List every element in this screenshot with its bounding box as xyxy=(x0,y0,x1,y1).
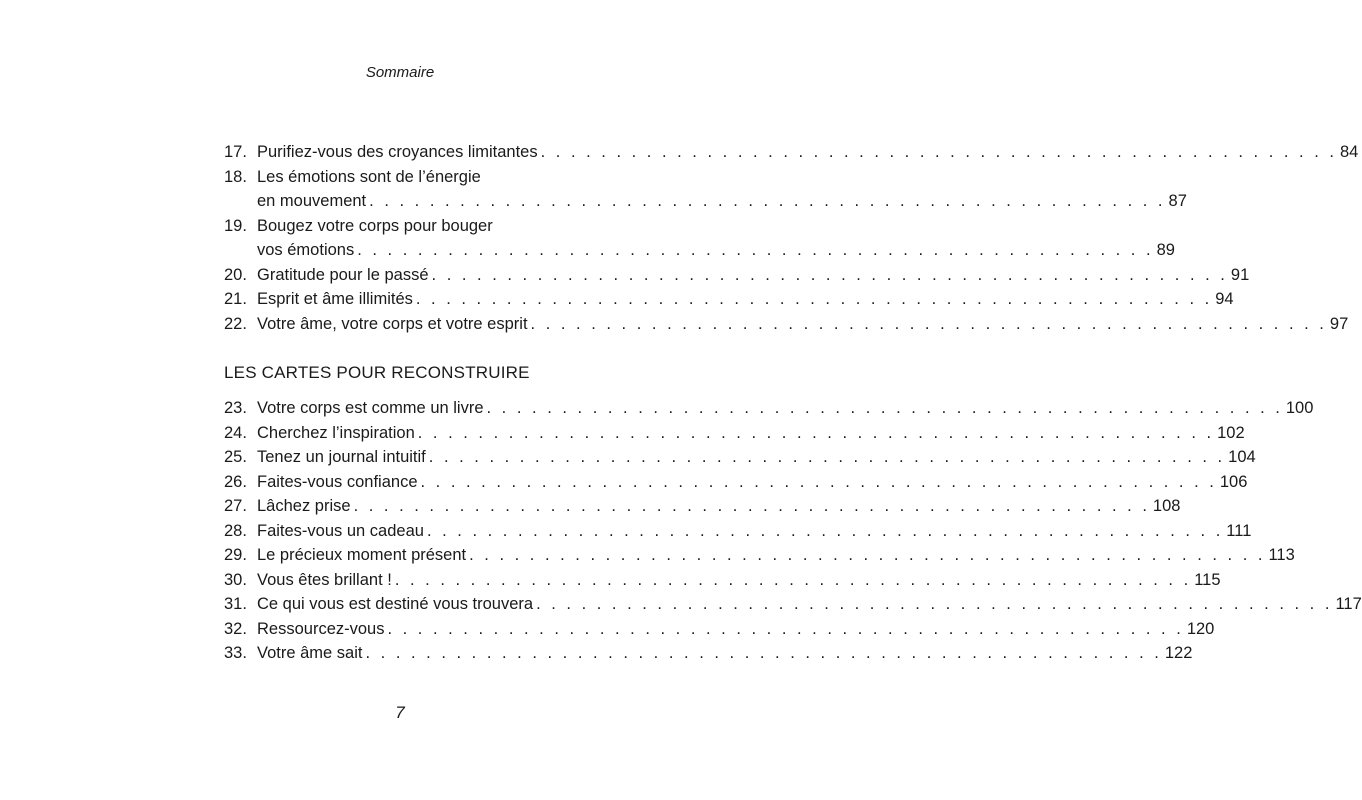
toc-entry-page: 104 xyxy=(1228,448,1256,466)
toc-entry-page: 89 xyxy=(1156,241,1175,259)
toc-entry xyxy=(224,421,1245,446)
toc-entry-line xyxy=(224,214,595,239)
toc-entry xyxy=(224,519,1252,544)
toc-entry-title: Faites-vous confiance xyxy=(257,472,418,491)
dot-leader: . . . . . . . . . . . . . . . . . . . . . . . . . . . . . . . . . . . . . . . . . . . . . . . . . . . . . xyxy=(540,143,1337,161)
toc-entry-title: Cherchez l’inspiration xyxy=(257,423,415,442)
dot-leader: . . . . . . . . . . . . . . . . . . . . . . . . . . . . . . . . . . . . . . . . . . . . . . . . . . . . . xyxy=(417,423,1215,442)
toc-entry-title: Bougez votre corps pour bouger xyxy=(257,216,493,235)
toc-list-part-1 xyxy=(224,140,1359,336)
toc-entry-number: 32. xyxy=(224,619,247,638)
page-number: 7 xyxy=(395,703,405,722)
dot-leader: . . . . . . . . . . . . . . . . . . . . . . . . . . . . . . . . . . . . . . . . . . . . . . . . . . . . . xyxy=(469,546,1266,564)
toc-entry-title: Gratitude pour le passé xyxy=(257,265,429,284)
toc-entry-line xyxy=(224,396,1314,421)
dot-leader: . . . . . . . . . . . . . . . . . . . . . . . . . . . . . . . . . . . . . . . . . . . . . . . . . . . . . xyxy=(365,644,1162,662)
dot-leader: . . . . . . . . . . . . . . . . . . . . . . . . . . . . . . . . . . . . . . . . . . . . . . . . . . . . . xyxy=(536,595,1333,613)
toc-entry xyxy=(224,470,1248,495)
dot-leader: . . . . . . . . . . . . . . . . . . . . . . . . . . . . . . . . . . . . . . . . . . . . . . . . . . . . . xyxy=(428,448,1226,466)
toc-entry-line xyxy=(224,494,1181,519)
toc-entry-line xyxy=(224,165,595,190)
toc-entry-line xyxy=(224,140,1359,165)
toc-entry-line xyxy=(224,641,1193,666)
toc-entry-number: 24. xyxy=(224,423,247,442)
toc-entry-page: 94 xyxy=(1215,290,1234,308)
toc-entry xyxy=(224,445,1256,470)
toc-entry-title: en mouvement xyxy=(257,192,367,210)
toc-entry-number: 25. xyxy=(224,448,247,466)
toc-entry-line xyxy=(224,470,1248,495)
toc-entry-page: 122 xyxy=(1164,644,1193,662)
dot-leader: . . . . . . . . . . . . . . . . . . . . . . . . . . . . . . . . . . . . . . . . . . . . . . . . . . . . . xyxy=(420,472,1217,491)
dot-leader: . . . . . . . . . . . . . . . . . . . . . . . . . . . . . . . . . . . . . . . . . . . . . . . . . . . . . xyxy=(353,497,1150,515)
toc-entry-page: 117 xyxy=(1335,595,1362,613)
toc-entry-page: 87 xyxy=(1168,192,1187,210)
toc-entry xyxy=(224,263,1250,288)
toc-entry xyxy=(224,494,1181,519)
toc-entry-title: Le précieux moment présent xyxy=(257,546,467,564)
toc-entry-line xyxy=(224,238,1175,263)
dot-leader: . . . . . . . . . . . . . . . . . . . . . . . . . . . . . . . . . . . . . . . . . . . . . . . . . . . . . xyxy=(369,192,1166,210)
toc-entry-number: 31. xyxy=(224,595,247,613)
toc-entry-line xyxy=(224,543,1295,568)
toc-entry-title: Votre corps est comme un livre xyxy=(257,399,484,417)
toc-entry-number: 21. xyxy=(224,290,247,308)
toc-entry-title: Tenez un journal intuitif xyxy=(257,448,426,466)
toc-entry-line xyxy=(224,568,1221,593)
toc-entry-page: 100 xyxy=(1285,399,1314,417)
dot-leader: . . . . . . . . . . . . . . . . . . . . . . . . . . . . . . . . . . . . . . . . . . . . . . . . . . . . . xyxy=(486,399,1283,417)
toc-entry-line xyxy=(224,312,1349,337)
toc-entry-title: Ce qui vous est destiné vous trouvera xyxy=(257,595,534,613)
toc-entry xyxy=(224,140,1359,165)
dot-leader: . . . . . . . . . . . . . . . . . . . . . . . . . . . . . . . . . . . . . . . . . . . . . . . . . . . . . xyxy=(357,241,1154,259)
toc-entry-number: 33. xyxy=(224,644,247,662)
toc-entry-title: Vous êtes brillant ! xyxy=(257,570,392,589)
dot-leader: . . . . . . . . . . . . . . . . . . . . . . . . . . . . . . . . . . . . . . . . . . . . . . . . . . . . . xyxy=(387,619,1184,638)
toc-entry-line xyxy=(224,287,1234,312)
toc-entry-number: 23. xyxy=(224,399,247,417)
toc-entry-page: 113 xyxy=(1268,546,1295,564)
toc-entry xyxy=(224,568,1221,593)
toc-entry-title: Faites-vous un cadeau xyxy=(257,521,424,540)
toc-entry-line xyxy=(224,617,1215,642)
toc-entry-line xyxy=(224,592,1362,617)
toc-entry xyxy=(224,641,1193,666)
toc-entry-title: Esprit et âme illimités xyxy=(257,290,413,308)
toc-entry-line xyxy=(224,519,1252,544)
toc-list-part-2 xyxy=(224,396,1362,666)
toc-entry-number: 17. xyxy=(224,143,247,161)
toc-entry-title: Purifiez-vous des croyances limitantes xyxy=(257,143,538,161)
toc-entry-title: Lâchez prise xyxy=(257,497,351,515)
toc-entry-number: 18. xyxy=(224,167,247,186)
toc-entry xyxy=(224,312,1349,337)
toc-entry-number: 28. xyxy=(224,521,247,540)
toc-entry xyxy=(224,287,1234,312)
dot-leader: . . . . . . . . . . . . . . . . . . . . . . . . . . . . . . . . . . . . . . . . . . . . . . . . . . . . . xyxy=(415,290,1213,308)
toc-entry-title: Votre âme, votre corps et votre esprit xyxy=(257,314,528,333)
dot-leader: . . . . . . . . . . . . . . . . . . . . . . . . . . . . . . . . . . . . . . . . . . . . . . . . . . . . . xyxy=(394,570,1192,589)
toc-entry-title: Ressourcez-vous xyxy=(257,619,385,638)
toc-entry-page: 115 xyxy=(1194,570,1221,589)
toc-entry-number: 27. xyxy=(224,497,247,515)
toc-entry-line xyxy=(224,189,1187,214)
dot-leader: . . . . . . . . . . . . . . . . . . . . . . . . . . . . . . . . . . . . . . . . . . . . . . . . . . . . . xyxy=(431,265,1228,284)
toc-entry-line xyxy=(224,445,1256,470)
toc-entry xyxy=(224,543,1295,568)
toc-entry xyxy=(224,617,1215,642)
toc-entry-page: 106 xyxy=(1219,472,1248,491)
toc-entry-line xyxy=(224,421,1245,446)
toc-entry-page: 120 xyxy=(1186,619,1215,638)
toc-entry xyxy=(224,592,1362,617)
toc-entry-line xyxy=(224,263,1250,288)
toc-entry-number: 22. xyxy=(224,314,247,333)
toc-entry-number: 19. xyxy=(224,216,247,235)
toc-entry-number: 26. xyxy=(224,472,247,491)
toc-entry xyxy=(224,165,1187,214)
toc-entry-page: 84 xyxy=(1339,143,1359,161)
toc-entry-page: 91 xyxy=(1230,265,1250,284)
toc-entry xyxy=(224,214,1175,263)
toc-entry-page: 102 xyxy=(1217,423,1245,442)
dot-leader: . . . . . . . . . . . . . . . . . . . . . . . . . . . . . . . . . . . . . . . . . . . . . . . . . . . . . xyxy=(426,521,1224,540)
toc-entry-title: Les émotions sont de l’énergie xyxy=(257,167,481,186)
running-head: Sommaire xyxy=(365,64,435,81)
toc-entry-page: 111 xyxy=(1226,521,1252,540)
toc-entry-number: 30. xyxy=(224,570,247,589)
toc-entry-title: Votre âme sait xyxy=(257,644,363,662)
dot-leader: . . . . . . . . . . . . . . . . . . . . . . . . . . . . . . . . . . . . . . . . . . . . . . . . . . . . . xyxy=(530,314,1327,333)
toc-entry-title: vos émotions xyxy=(257,241,355,259)
toc-entry-page: 97 xyxy=(1329,314,1349,333)
toc-entry-number: 20. xyxy=(224,265,247,284)
toc-entry-number: 29. xyxy=(224,546,247,564)
section-heading: LES CARTES POUR RECONSTRUIRE xyxy=(224,363,530,382)
toc-entry xyxy=(224,396,1314,421)
toc-entry-page: 108 xyxy=(1152,497,1181,515)
